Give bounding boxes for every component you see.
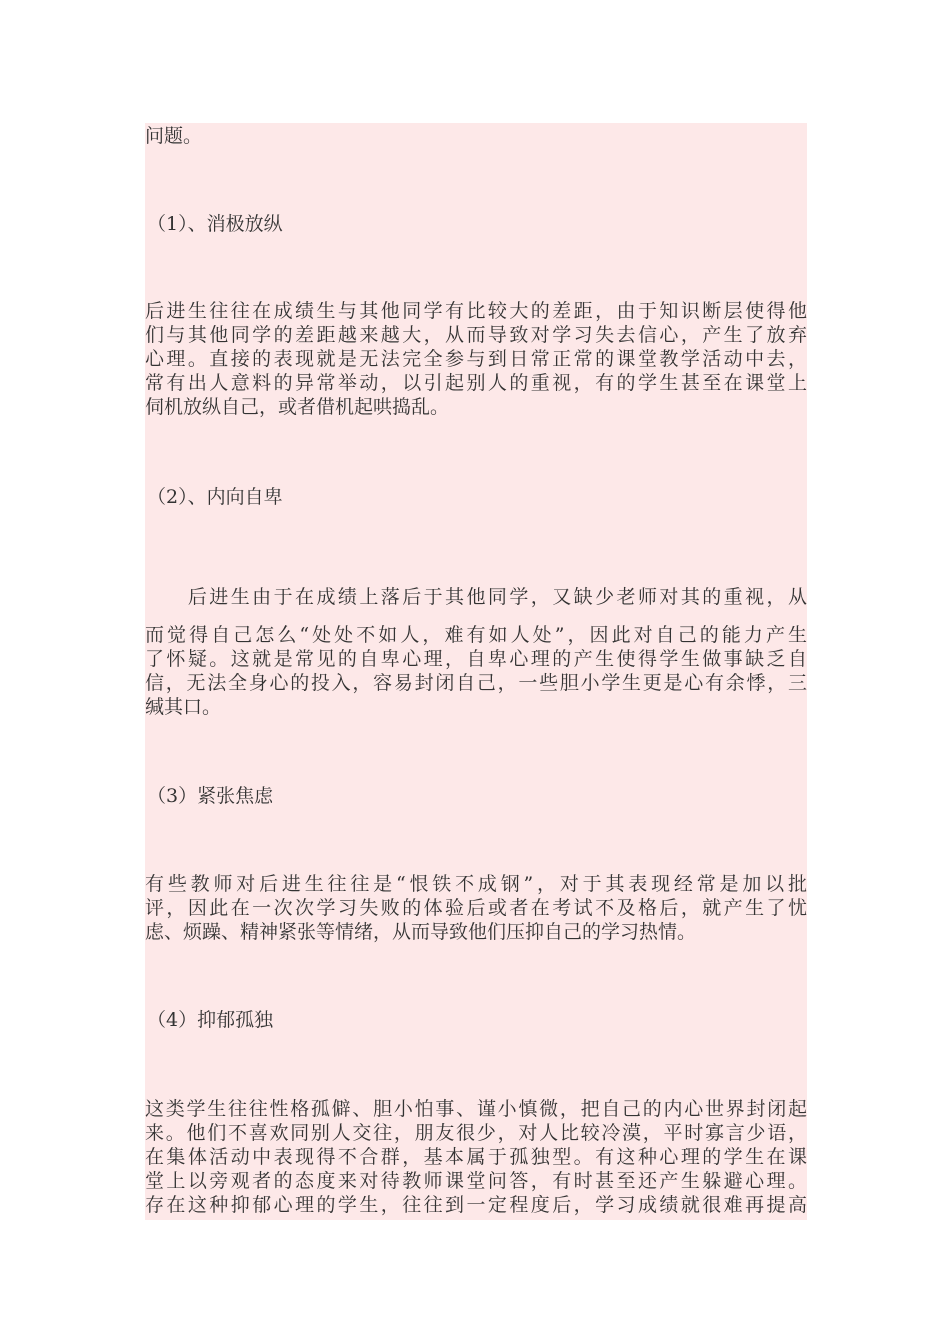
paragraph-line: 伺机放纵自己，或者借机起哄捣乱。 [145,396,450,418]
paragraph-line: 缄其口。 [145,696,222,718]
paragraph-line: 了怀疑。这就是常见的自卑心理，自卑心理的产生使得学生做事缺乏自 [145,648,807,670]
paragraph-line: 信，无法全身心的投入，容易封闭自己，一些胆小学生更是心有余悸，三 [145,672,807,694]
section-heading-4: （4）抑郁孤独 [147,1009,274,1031]
paragraph-line: 常有出人意料的异常举动，以引起别人的重视，有的学生甚至在课堂上 [145,372,807,394]
section-heading-2: （2）、内向自卑 [147,486,283,508]
section-heading-1: （1）、消极放纵 [147,213,283,235]
document-body [145,123,807,1220]
section-heading-3: （3）紧张焦虑 [147,785,274,807]
paragraph-line: 堂上以旁观者的态度来对待教师课堂问答，有时甚至还产生躲避心理。 [145,1170,807,1192]
paragraph-line: 来。他们不喜欢同别人交往，朋友很少，对人比较冷漠，平时寡言少语， [145,1122,807,1144]
paragraph-line: 有些教师对后进生往往是“恨铁不成钢”，对于其表现经常是加以批 [145,873,807,895]
paragraph-line: 们与其他同学的差距越来越大，从而导致对学习失去信心，产生了放弃 [145,324,807,346]
paragraph-line: 这类学生往往性格孤僻、胆小怕事、谨小慎微，把自己的内心世界封闭起 [145,1098,807,1120]
paragraph-line: 虑、烦躁、精神紧张等情绪，从而导致他们压抑自己的学习热情。 [145,921,697,943]
paragraph-line: 后进生往往在成绩生与其他同学有比较大的差距，由于知识断层使得他 [145,300,807,322]
paragraph-line: 评，因此在一次次学习失败的体验后或者在考试不及格后，就产生了忧 [145,897,807,919]
paragraph-line: 而觉得自己怎么“处处不如人，难有如人处”，因此对自己的能力产生 [145,624,807,646]
paragraph-line: 心理。直接的表现就是无法完全参与到日常正常的课堂教学活动中去， [145,348,807,370]
paragraph-line: 存在这种抑郁心理的学生，往往到一定程度后，学习成绩就很难再提高 [145,1194,807,1216]
paragraph-line: 后进生由于在成绩上落后于其他同学，又缺少老师对其的重视，从 [145,586,807,608]
paragraph-line: 在集体活动中表现得不合群，基本属于孤独型。有这种心理的学生在课 [145,1146,807,1168]
paragraph-continuation: 问题。 [145,125,203,147]
